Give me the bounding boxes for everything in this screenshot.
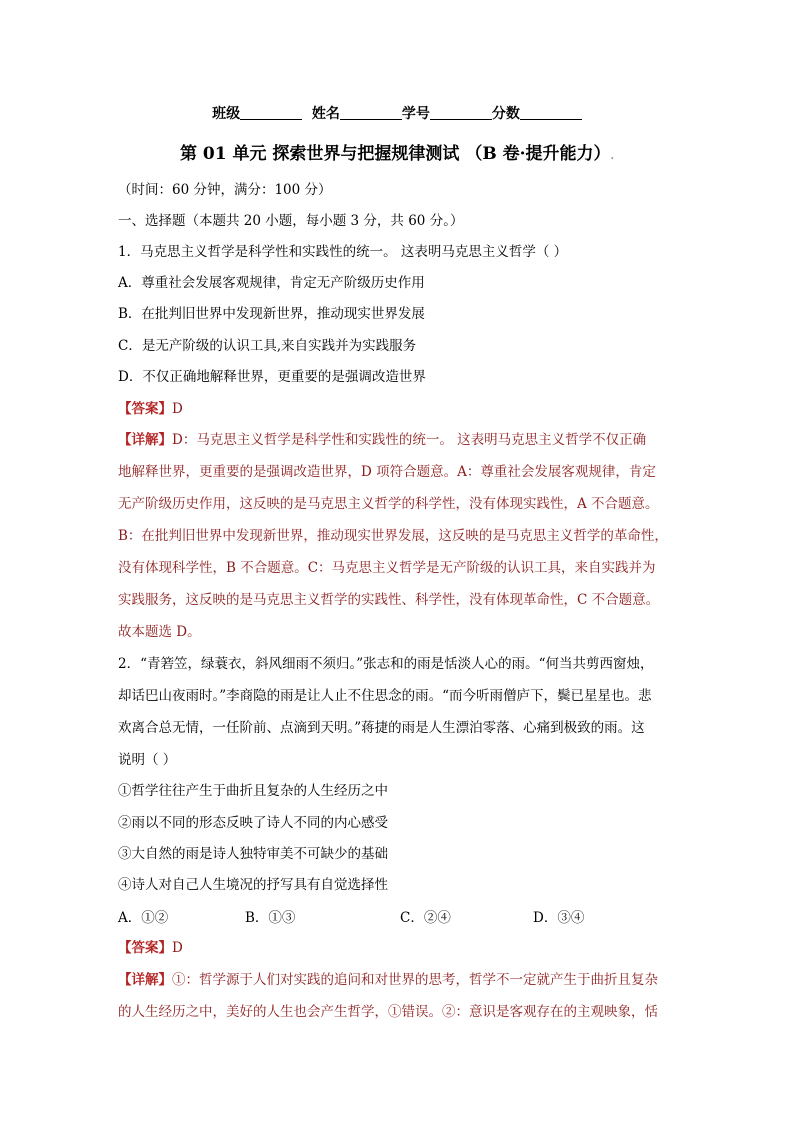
student-info-row [0, 103, 794, 123]
q2-detail-line: 【详解】①：哲学源于人们对实践的追问和对世界的思考，哲学不一定就产生于曲折且复杂 [118, 972, 658, 988]
q2-stem-line: 说明（ ） [118, 752, 177, 768]
answer-tag: 【答案】 [118, 401, 172, 417]
q1-option-c: C．是无产阶级的认识工具,来自实践并为实践服务 [118, 338, 417, 354]
answer-value: D [172, 401, 183, 417]
name-label: 姓名 [311, 106, 340, 122]
q2-option-a: A．①② [118, 910, 169, 926]
score-label: 分数 [491, 106, 520, 122]
name-blank[interactable] [340, 105, 402, 120]
score-blank[interactable] [520, 105, 582, 120]
q2-item: ②雨以不同的形态反映了诗人不同的内心感受 [118, 815, 388, 831]
q1-stem: 1．马克思主义哲学是科学性和实践性的统一。 这表明马克思主义哲学（ ） [118, 244, 568, 260]
answer-value: D [172, 940, 183, 956]
id-label: 学号 [401, 106, 430, 122]
q2-item: ③大自然的雨是诗人独特审美不可缺少的基础 [118, 846, 388, 862]
q2-options [118, 906, 678, 926]
q1-option-d: D．不仅正确地解释世界，更重要的是强调改造世界 [118, 369, 426, 385]
class-blank[interactable] [240, 105, 302, 120]
q1-detail-line: 无产阶级历史作用，这反映的是马克思主义哲学的科学性，没有体现实践性，A 不合题意。 [118, 496, 659, 512]
section-heading: 一、选择题（本题共 20 小题，每小题 3 分，共 60 分。） [118, 213, 464, 229]
q2-option-b: B．①③ [245, 910, 296, 926]
q2-stem-line: 欢离合总无情，一任阶前、点滴到天明。”蒋捷的雨是人生漂泊零落、心痛到极致的雨。这 [118, 720, 645, 736]
detail-tag: 【详解】 [118, 972, 172, 988]
q1-detail-line: 实践服务，这反映的是马克思主义哲学的实践性、科学性，没有体现革命性，C 不合题意。 [118, 592, 660, 608]
class-label: 班级 [212, 106, 241, 122]
q2-item: ①哲学往往产生于曲折且复杂的人生经历之中 [118, 783, 388, 799]
q2-stem-line: 却话巴山夜雨时。”李商隐的雨是让人止不住思念的雨。“而今听雨僧庐下，鬓已星星也。悲 [118, 688, 652, 704]
q2-stem-line: 2．“青箬笠，绿蓑衣，斜风细雨不须归。”张志和的雨是恬淡人心的雨。“何当共剪西窗烛， [118, 656, 654, 672]
q1-detail-line: 【详解】D：马克思主义哲学是科学性和实践性的统一。 这表明马克思主义哲学不仅正确 [118, 432, 647, 448]
q2-option-c: C．②④ [400, 910, 451, 926]
exam-info: （时间：60 分钟，满分：100 分） [118, 182, 332, 198]
id-blank[interactable] [430, 105, 492, 120]
q2-detail-line: 的人生经历之中，美好的人生也会产生哲学，①错误。②：意识是客观存在的主观映象，恬 [118, 1004, 658, 1020]
q1-answer [118, 399, 183, 419]
q1-detail-line: 故本题选 D。 [118, 624, 201, 640]
q1-detail-line: 没有体现科学性，B 不合题意。C：马克思主义哲学是无产阶级的认识工具，来自实践并为 [118, 560, 656, 576]
q2-option-d: D．③④ [533, 910, 585, 926]
detail-tag: 【详解】 [118, 432, 172, 448]
q1-detail-line: 地解释世界，更重要的是强调改造世界，D 项符合题意。A：尊重社会发展客观规律，肯定 [118, 464, 656, 480]
q2-answer [118, 938, 183, 958]
q1-option-b: B．在批判旧世界中发现新世界，推动现实世界发展 [118, 306, 425, 322]
answer-tag: 【答案】 [118, 940, 172, 956]
q1-detail-line: B：在批判旧世界中发现新世界，推动现实世界发展，这反映的是马克思主义哲学的革命性， [118, 528, 668, 544]
q1-option-a: A．尊重社会发展客观规律，肯定无产阶级历史作用 [118, 275, 425, 291]
q2-item: ④诗人对自己人生境况的抒写具有自觉选择性 [118, 877, 388, 893]
page-title: 第 01 单元 探索世界与把握规律测试 （B 卷·提升能力）. [179, 144, 615, 164]
